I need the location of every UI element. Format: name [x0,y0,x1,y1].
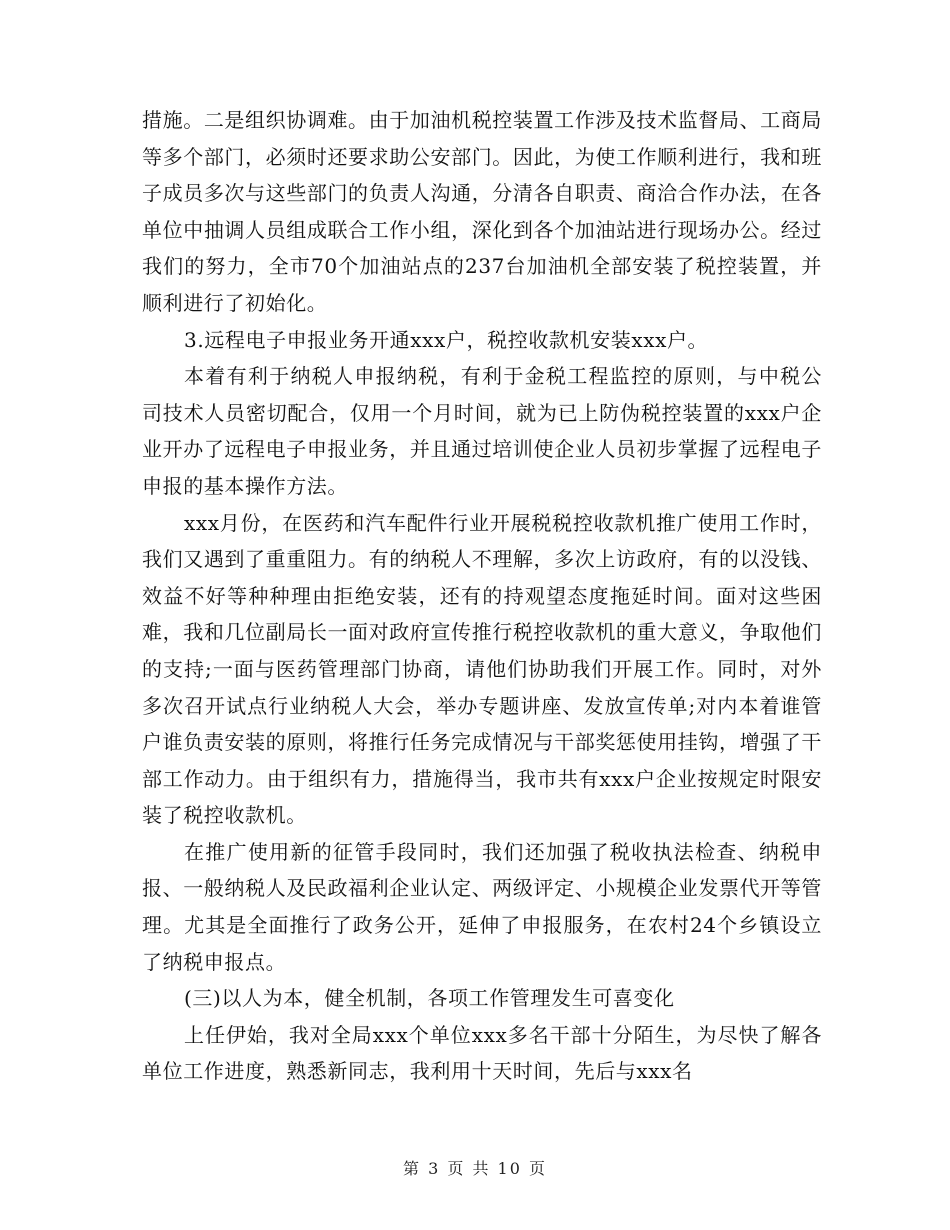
paragraph-5: 在推广使用新的征管手段同时，我们还加强了税收执法检查、纳税申报、一般纳税人及民政福利企业认定、两级评定、小规模企业发票代开等管理。尤其是全面推行了政务公开，延伸了申报服务，在农村24个乡镇设立了纳税申报点。 [142,839,822,974]
paragraph-7: 上任伊始，我对全局xxx个单位xxx多名干部十分陌生，为尽快了解各单位工作进度，熟悉新同志，我利用十天时间，先后与xxx名 [142,1022,822,1084]
paragraph-4: xxx月份，在医药和汽车配件行业开展税税控收款机推广使用工作时，我们又遇到了重重阻力。有的纳税人不理解，多次上访政府，有的以没钱、效益不好等种种理由拒绝安装，还有的持观望态度拖延时间。面对这些困难，我和几位副局长一面对政府宣传推行税控收款机的重大意义，争取他们的支持;一面与医药管理部门协商，请他们协助我们开展工作。同时，对外多次召开试点行业纳税人大会，举办专题讲座、发放宣传单;对内本着谁管户谁负责安装的原则，将推行任务完成情况与干部奖惩使用挂钩，增强了干部工作动力。由于组织有力，措施得当，我市共有xxx户企业按规定时限安装了税控收款机。 [142,510,822,828]
page-number-footer: 第 3 页 共 10 页 [403,1159,547,1178]
section-heading: (三)以人为本，健全机制，各项工作管理发生可喜变化 [184,986,675,1011]
paragraph-1: 措施。二是组织协调难。由于加油机税控装置工作涉及技术监督局、工商局等多个部门，必须时还要求助公安部门。因此，为使工作顺利进行，我和班子成员多次与这些部门的负责人沟通，分清各自职责、商洽合作办法，在各单位中抽调人员组成联合工作小组，深化到各个加油站进行现场办公。经过我们的努力，全市70个加油站点的237台加油机全部安装了税控装置，并顺利进行了初始化。 [142,108,822,315]
paragraph-2: 3.远程电子申报业务开通xxx户，税控收款机安装xxx户。 [184,327,709,352]
paragraph-3: 本着有利于纳税人申报纳税，有利于金税工程监控的原则，与中税公司技术人员密切配合，仅用一个月时间，就为已上防伪税控装置的xxx户企业开办了远程电子申报业务，并且通过培训使企业人员初步掌握了远程电子申报的基本操作方法。 [142,364,822,498]
document-body [142,102,822,1090]
